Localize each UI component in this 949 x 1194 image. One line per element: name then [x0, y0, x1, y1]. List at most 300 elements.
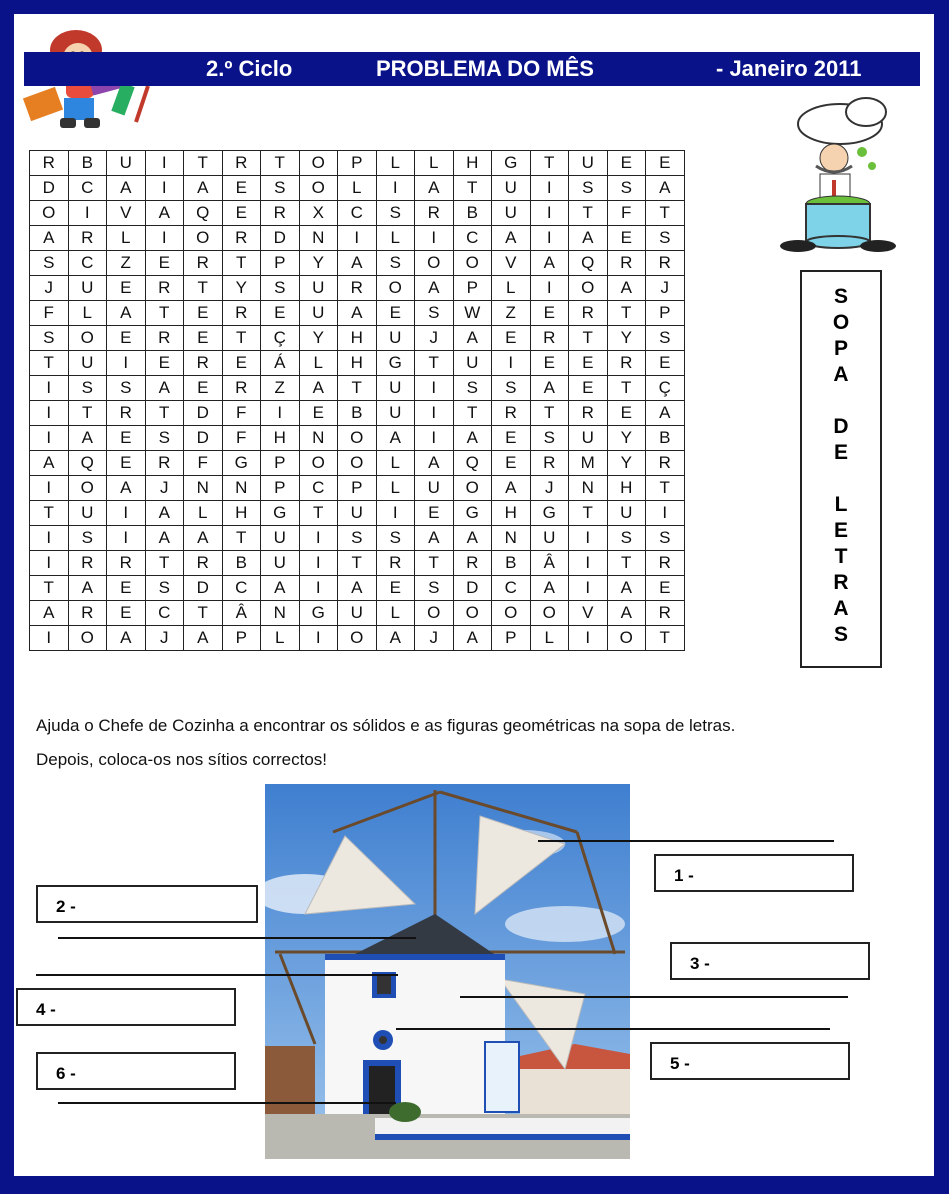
- grid-cell[interactable]: E: [184, 326, 223, 351]
- grid-cell[interactable]: A: [30, 226, 69, 251]
- grid-cell[interactable]: A: [107, 176, 146, 201]
- grid-cell[interactable]: E: [492, 326, 531, 351]
- grid-cell[interactable]: T: [530, 151, 569, 176]
- grid-cell[interactable]: T: [607, 301, 646, 326]
- grid-cell[interactable]: S: [376, 526, 415, 551]
- grid-cell[interactable]: W: [453, 301, 492, 326]
- grid-cell[interactable]: A: [646, 176, 685, 201]
- grid-cell[interactable]: N: [569, 476, 608, 501]
- grid-cell[interactable]: I: [338, 226, 377, 251]
- grid-cell[interactable]: U: [299, 276, 338, 301]
- grid-cell[interactable]: R: [607, 251, 646, 276]
- grid-cell[interactable]: T: [415, 551, 454, 576]
- grid-cell[interactable]: R: [607, 351, 646, 376]
- grid-cell[interactable]: T: [184, 601, 223, 626]
- grid-cell[interactable]: I: [376, 501, 415, 526]
- grid-cell[interactable]: U: [299, 301, 338, 326]
- grid-cell[interactable]: U: [376, 401, 415, 426]
- grid-cell[interactable]: G: [299, 601, 338, 626]
- grid-cell[interactable]: R: [222, 376, 261, 401]
- grid-cell[interactable]: V: [107, 201, 146, 226]
- grid-cell[interactable]: I: [569, 626, 608, 651]
- grid-cell[interactable]: O: [68, 626, 107, 651]
- grid-cell[interactable]: E: [299, 401, 338, 426]
- grid-cell[interactable]: G: [222, 451, 261, 476]
- grid-cell[interactable]: P: [646, 301, 685, 326]
- grid-cell[interactable]: P: [222, 626, 261, 651]
- grid-cell[interactable]: R: [530, 326, 569, 351]
- grid-cell[interactable]: N: [492, 526, 531, 551]
- grid-cell[interactable]: L: [68, 301, 107, 326]
- grid-cell[interactable]: O: [338, 626, 377, 651]
- grid-cell[interactable]: O: [492, 601, 531, 626]
- grid-cell[interactable]: E: [145, 251, 184, 276]
- grid-cell[interactable]: E: [530, 301, 569, 326]
- grid-cell[interactable]: P: [492, 626, 531, 651]
- grid-cell[interactable]: S: [415, 576, 454, 601]
- grid-cell[interactable]: S: [145, 426, 184, 451]
- grid-cell[interactable]: A: [145, 376, 184, 401]
- grid-cell[interactable]: A: [415, 276, 454, 301]
- grid-cell[interactable]: U: [376, 376, 415, 401]
- grid-cell[interactable]: U: [453, 351, 492, 376]
- answer-box-6[interactable]: [36, 1052, 236, 1090]
- grid-cell[interactable]: S: [30, 326, 69, 351]
- grid-cell[interactable]: O: [607, 626, 646, 651]
- grid-cell[interactable]: I: [299, 526, 338, 551]
- grid-cell[interactable]: A: [338, 251, 377, 276]
- grid-cell[interactable]: I: [30, 551, 69, 576]
- grid-cell[interactable]: A: [376, 626, 415, 651]
- grid-cell[interactable]: J: [530, 476, 569, 501]
- grid-cell[interactable]: O: [299, 451, 338, 476]
- grid-cell[interactable]: A: [492, 476, 531, 501]
- grid-cell[interactable]: A: [530, 376, 569, 401]
- grid-cell[interactable]: S: [68, 526, 107, 551]
- grid-cell[interactable]: F: [222, 401, 261, 426]
- grid-cell[interactable]: U: [607, 501, 646, 526]
- grid-cell[interactable]: T: [68, 401, 107, 426]
- grid-cell[interactable]: O: [299, 151, 338, 176]
- grid-cell[interactable]: E: [107, 276, 146, 301]
- grid-cell[interactable]: Q: [68, 451, 107, 476]
- grid-cell[interactable]: J: [415, 326, 454, 351]
- grid-cell[interactable]: A: [415, 451, 454, 476]
- grid-cell[interactable]: T: [338, 551, 377, 576]
- grid-cell[interactable]: R: [646, 551, 685, 576]
- grid-cell[interactable]: L: [376, 151, 415, 176]
- grid-cell[interactable]: T: [184, 276, 223, 301]
- grid-cell[interactable]: E: [222, 351, 261, 376]
- grid-cell[interactable]: A: [145, 526, 184, 551]
- grid-cell[interactable]: N: [184, 476, 223, 501]
- grid-cell[interactable]: R: [184, 351, 223, 376]
- answer-box-3[interactable]: [670, 942, 870, 980]
- grid-cell[interactable]: E: [107, 426, 146, 451]
- grid-cell[interactable]: R: [30, 151, 69, 176]
- grid-cell[interactable]: A: [607, 601, 646, 626]
- grid-cell[interactable]: Z: [492, 301, 531, 326]
- grid-cell[interactable]: U: [569, 426, 608, 451]
- grid-cell[interactable]: R: [530, 451, 569, 476]
- grid-cell[interactable]: D: [30, 176, 69, 201]
- grid-cell[interactable]: A: [184, 626, 223, 651]
- answer-box-1[interactable]: [654, 854, 854, 892]
- grid-cell[interactable]: O: [453, 476, 492, 501]
- grid-cell[interactable]: Â: [222, 601, 261, 626]
- grid-cell[interactable]: S: [261, 276, 300, 301]
- grid-cell[interactable]: E: [107, 326, 146, 351]
- grid-cell[interactable]: F: [184, 451, 223, 476]
- grid-cell[interactable]: C: [338, 201, 377, 226]
- grid-cell[interactable]: Á: [261, 351, 300, 376]
- grid-cell[interactable]: I: [30, 626, 69, 651]
- grid-cell[interactable]: L: [338, 176, 377, 201]
- grid-cell[interactable]: E: [415, 501, 454, 526]
- grid-cell[interactable]: A: [415, 526, 454, 551]
- grid-cell[interactable]: H: [338, 351, 377, 376]
- grid-cell[interactable]: I: [299, 626, 338, 651]
- grid-cell[interactable]: C: [68, 176, 107, 201]
- grid-cell[interactable]: C: [299, 476, 338, 501]
- grid-cell[interactable]: T: [261, 151, 300, 176]
- grid-cell[interactable]: E: [646, 151, 685, 176]
- grid-cell[interactable]: H: [261, 426, 300, 451]
- grid-cell[interactable]: Y: [222, 276, 261, 301]
- grid-cell[interactable]: L: [376, 601, 415, 626]
- grid-cell[interactable]: A: [376, 426, 415, 451]
- grid-cell[interactable]: S: [646, 226, 685, 251]
- grid-cell[interactable]: H: [453, 151, 492, 176]
- answer-box-5[interactable]: [650, 1042, 850, 1080]
- grid-cell[interactable]: E: [376, 576, 415, 601]
- grid-cell[interactable]: A: [30, 451, 69, 476]
- grid-cell[interactable]: S: [261, 176, 300, 201]
- grid-cell[interactable]: C: [222, 576, 261, 601]
- grid-cell[interactable]: O: [338, 451, 377, 476]
- grid-cell[interactable]: R: [492, 401, 531, 426]
- grid-cell[interactable]: R: [68, 551, 107, 576]
- grid-cell[interactable]: C: [492, 576, 531, 601]
- grid-cell[interactable]: O: [376, 276, 415, 301]
- grid-cell[interactable]: T: [338, 376, 377, 401]
- grid-cell[interactable]: S: [569, 176, 608, 201]
- grid-cell[interactable]: P: [338, 151, 377, 176]
- grid-cell[interactable]: E: [107, 576, 146, 601]
- grid-cell[interactable]: E: [607, 226, 646, 251]
- grid-cell[interactable]: T: [646, 626, 685, 651]
- grid-cell[interactable]: I: [30, 426, 69, 451]
- grid-cell[interactable]: A: [453, 426, 492, 451]
- grid-cell[interactable]: T: [30, 351, 69, 376]
- grid-cell[interactable]: E: [107, 601, 146, 626]
- grid-cell[interactable]: R: [145, 451, 184, 476]
- grid-cell[interactable]: S: [646, 326, 685, 351]
- grid-cell[interactable]: R: [184, 251, 223, 276]
- grid-cell[interactable]: O: [338, 426, 377, 451]
- grid-cell[interactable]: L: [492, 276, 531, 301]
- grid-cell[interactable]: L: [530, 626, 569, 651]
- grid-cell[interactable]: T: [222, 526, 261, 551]
- grid-cell[interactable]: E: [376, 301, 415, 326]
- grid-cell[interactable]: I: [569, 576, 608, 601]
- grid-cell[interactable]: E: [646, 351, 685, 376]
- grid-cell[interactable]: R: [646, 251, 685, 276]
- grid-cell[interactable]: Z: [107, 251, 146, 276]
- grid-cell[interactable]: G: [492, 151, 531, 176]
- grid-cell[interactable]: T: [530, 401, 569, 426]
- grid-cell[interactable]: P: [261, 451, 300, 476]
- grid-cell[interactable]: F: [607, 201, 646, 226]
- grid-cell[interactable]: B: [68, 151, 107, 176]
- grid-cell[interactable]: I: [415, 376, 454, 401]
- grid-cell[interactable]: A: [261, 576, 300, 601]
- grid-cell[interactable]: Q: [569, 251, 608, 276]
- grid-cell[interactable]: T: [184, 151, 223, 176]
- grid-cell[interactable]: I: [145, 151, 184, 176]
- grid-cell[interactable]: R: [107, 551, 146, 576]
- grid-cell[interactable]: P: [338, 476, 377, 501]
- grid-cell[interactable]: O: [453, 601, 492, 626]
- grid-cell[interactable]: S: [376, 251, 415, 276]
- grid-cell[interactable]: M: [569, 451, 608, 476]
- grid-cell[interactable]: R: [338, 276, 377, 301]
- grid-cell[interactable]: L: [261, 626, 300, 651]
- grid-cell[interactable]: A: [646, 401, 685, 426]
- grid-cell[interactable]: R: [222, 226, 261, 251]
- grid-cell[interactable]: A: [107, 476, 146, 501]
- grid-cell[interactable]: T: [222, 326, 261, 351]
- grid-cell[interactable]: O: [184, 226, 223, 251]
- grid-cell[interactable]: U: [68, 501, 107, 526]
- grid-cell[interactable]: V: [492, 251, 531, 276]
- grid-cell[interactable]: A: [299, 376, 338, 401]
- grid-cell[interactable]: U: [338, 501, 377, 526]
- grid-cell[interactable]: A: [415, 176, 454, 201]
- grid-cell[interactable]: I: [646, 501, 685, 526]
- grid-cell[interactable]: A: [569, 226, 608, 251]
- grid-cell[interactable]: P: [261, 476, 300, 501]
- grid-cell[interactable]: R: [569, 401, 608, 426]
- grid-cell[interactable]: O: [453, 251, 492, 276]
- grid-cell[interactable]: F: [30, 301, 69, 326]
- grid-cell[interactable]: Y: [607, 451, 646, 476]
- grid-cell[interactable]: R: [222, 301, 261, 326]
- grid-cell[interactable]: I: [30, 376, 69, 401]
- grid-cell[interactable]: E: [569, 376, 608, 401]
- grid-cell[interactable]: O: [299, 176, 338, 201]
- grid-cell[interactable]: I: [530, 226, 569, 251]
- grid-cell[interactable]: Ç: [261, 326, 300, 351]
- grid-cell[interactable]: R: [184, 551, 223, 576]
- grid-cell[interactable]: U: [261, 551, 300, 576]
- grid-cell[interactable]: D: [184, 426, 223, 451]
- grid-cell[interactable]: A: [107, 301, 146, 326]
- grid-cell[interactable]: H: [607, 476, 646, 501]
- grid-cell[interactable]: P: [261, 251, 300, 276]
- grid-cell[interactable]: D: [184, 576, 223, 601]
- grid-cell[interactable]: C: [453, 226, 492, 251]
- grid-cell[interactable]: B: [646, 426, 685, 451]
- grid-cell[interactable]: I: [30, 526, 69, 551]
- grid-cell[interactable]: I: [145, 226, 184, 251]
- grid-cell[interactable]: E: [107, 451, 146, 476]
- grid-cell[interactable]: D: [184, 401, 223, 426]
- grid-cell[interactable]: I: [530, 276, 569, 301]
- grid-cell[interactable]: I: [68, 201, 107, 226]
- grid-cell[interactable]: S: [415, 301, 454, 326]
- grid-cell[interactable]: L: [299, 351, 338, 376]
- grid-cell[interactable]: F: [222, 426, 261, 451]
- grid-cell[interactable]: R: [222, 151, 261, 176]
- grid-cell[interactable]: S: [607, 526, 646, 551]
- grid-cell[interactable]: S: [145, 576, 184, 601]
- grid-cell[interactable]: T: [453, 176, 492, 201]
- grid-cell[interactable]: I: [569, 526, 608, 551]
- grid-cell[interactable]: I: [299, 576, 338, 601]
- grid-cell[interactable]: U: [530, 526, 569, 551]
- grid-cell[interactable]: H: [492, 501, 531, 526]
- grid-cell[interactable]: U: [261, 526, 300, 551]
- grid-cell[interactable]: J: [646, 276, 685, 301]
- grid-cell[interactable]: R: [646, 451, 685, 476]
- grid-cell[interactable]: R: [145, 326, 184, 351]
- grid-cell[interactable]: T: [30, 501, 69, 526]
- grid-cell[interactable]: B: [338, 401, 377, 426]
- grid-cell[interactable]: A: [107, 626, 146, 651]
- grid-cell[interactable]: A: [607, 276, 646, 301]
- grid-cell[interactable]: I: [530, 176, 569, 201]
- grid-cell[interactable]: E: [530, 351, 569, 376]
- grid-cell[interactable]: T: [222, 251, 261, 276]
- grid-cell[interactable]: T: [145, 301, 184, 326]
- grid-cell[interactable]: I: [30, 476, 69, 501]
- grid-cell[interactable]: I: [107, 526, 146, 551]
- grid-cell[interactable]: I: [30, 401, 69, 426]
- grid-cell[interactable]: A: [338, 576, 377, 601]
- grid-cell[interactable]: E: [184, 301, 223, 326]
- grid-cell[interactable]: U: [492, 201, 531, 226]
- grid-cell[interactable]: T: [607, 376, 646, 401]
- grid-cell[interactable]: L: [376, 451, 415, 476]
- grid-cell[interactable]: B: [492, 551, 531, 576]
- grid-cell[interactable]: E: [492, 451, 531, 476]
- grid-cell[interactable]: A: [145, 501, 184, 526]
- grid-cell[interactable]: A: [184, 526, 223, 551]
- grid-cell[interactable]: C: [145, 601, 184, 626]
- grid-cell[interactable]: R: [107, 401, 146, 426]
- grid-cell[interactable]: H: [338, 326, 377, 351]
- grid-cell[interactable]: G: [376, 351, 415, 376]
- grid-cell[interactable]: P: [453, 276, 492, 301]
- grid-cell[interactable]: T: [145, 401, 184, 426]
- answer-box-2[interactable]: [36, 885, 258, 923]
- grid-cell[interactable]: D: [261, 226, 300, 251]
- grid-cell[interactable]: S: [338, 526, 377, 551]
- grid-cell[interactable]: J: [145, 476, 184, 501]
- grid-cell[interactable]: S: [107, 376, 146, 401]
- grid-cell[interactable]: T: [569, 326, 608, 351]
- grid-cell[interactable]: O: [68, 326, 107, 351]
- grid-cell[interactable]: R: [569, 301, 608, 326]
- grid-cell[interactable]: E: [222, 176, 261, 201]
- grid-cell[interactable]: L: [376, 226, 415, 251]
- grid-cell[interactable]: S: [492, 376, 531, 401]
- grid-cell[interactable]: S: [453, 376, 492, 401]
- grid-cell[interactable]: A: [338, 301, 377, 326]
- grid-cell[interactable]: Y: [607, 426, 646, 451]
- grid-cell[interactable]: L: [184, 501, 223, 526]
- grid-cell[interactable]: L: [415, 151, 454, 176]
- grid-cell[interactable]: I: [261, 401, 300, 426]
- grid-cell[interactable]: E: [569, 351, 608, 376]
- grid-cell[interactable]: N: [299, 226, 338, 251]
- grid-cell[interactable]: Y: [299, 251, 338, 276]
- grid-cell[interactable]: Q: [453, 451, 492, 476]
- grid-cell[interactable]: A: [30, 601, 69, 626]
- grid-cell[interactable]: T: [569, 501, 608, 526]
- grid-cell[interactable]: R: [145, 276, 184, 301]
- grid-cell[interactable]: E: [492, 426, 531, 451]
- grid-cell[interactable]: A: [530, 251, 569, 276]
- grid-cell[interactable]: B: [453, 201, 492, 226]
- grid-cell[interactable]: T: [646, 201, 685, 226]
- grid-cell[interactable]: O: [415, 251, 454, 276]
- grid-cell[interactable]: H: [222, 501, 261, 526]
- grid-cell[interactable]: I: [107, 351, 146, 376]
- grid-cell[interactable]: E: [646, 576, 685, 601]
- grid-cell[interactable]: U: [569, 151, 608, 176]
- grid-cell[interactable]: U: [415, 476, 454, 501]
- grid-cell[interactable]: U: [68, 276, 107, 301]
- grid-cell[interactable]: V: [569, 601, 608, 626]
- grid-cell[interactable]: O: [68, 476, 107, 501]
- grid-cell[interactable]: U: [376, 326, 415, 351]
- grid-cell[interactable]: T: [415, 351, 454, 376]
- grid-cell[interactable]: O: [30, 201, 69, 226]
- grid-cell[interactable]: A: [184, 176, 223, 201]
- grid-cell[interactable]: S: [646, 526, 685, 551]
- grid-cell[interactable]: I: [415, 426, 454, 451]
- answer-box-4[interactable]: [16, 988, 236, 1026]
- grid-cell[interactable]: D: [453, 576, 492, 601]
- grid-cell[interactable]: T: [569, 201, 608, 226]
- grid-cell[interactable]: R: [376, 551, 415, 576]
- grid-cell[interactable]: A: [492, 226, 531, 251]
- grid-cell[interactable]: E: [184, 376, 223, 401]
- grid-cell[interactable]: Y: [607, 326, 646, 351]
- grid-cell[interactable]: R: [646, 601, 685, 626]
- grid-cell[interactable]: A: [68, 576, 107, 601]
- grid-cell[interactable]: E: [145, 351, 184, 376]
- grid-cell[interactable]: T: [299, 501, 338, 526]
- grid-cell[interactable]: I: [415, 226, 454, 251]
- grid-cell[interactable]: R: [68, 226, 107, 251]
- grid-cell[interactable]: U: [68, 351, 107, 376]
- grid-cell[interactable]: R: [261, 201, 300, 226]
- grid-cell[interactable]: G: [530, 501, 569, 526]
- grid-cell[interactable]: A: [453, 626, 492, 651]
- grid-cell[interactable]: A: [453, 526, 492, 551]
- grid-cell[interactable]: S: [30, 251, 69, 276]
- grid-cell[interactable]: T: [607, 551, 646, 576]
- grid-cell[interactable]: S: [68, 376, 107, 401]
- grid-cell[interactable]: I: [299, 551, 338, 576]
- grid-cell[interactable]: N: [261, 601, 300, 626]
- grid-cell[interactable]: U: [338, 601, 377, 626]
- grid-cell[interactable]: Z: [261, 376, 300, 401]
- grid-cell[interactable]: Â: [530, 551, 569, 576]
